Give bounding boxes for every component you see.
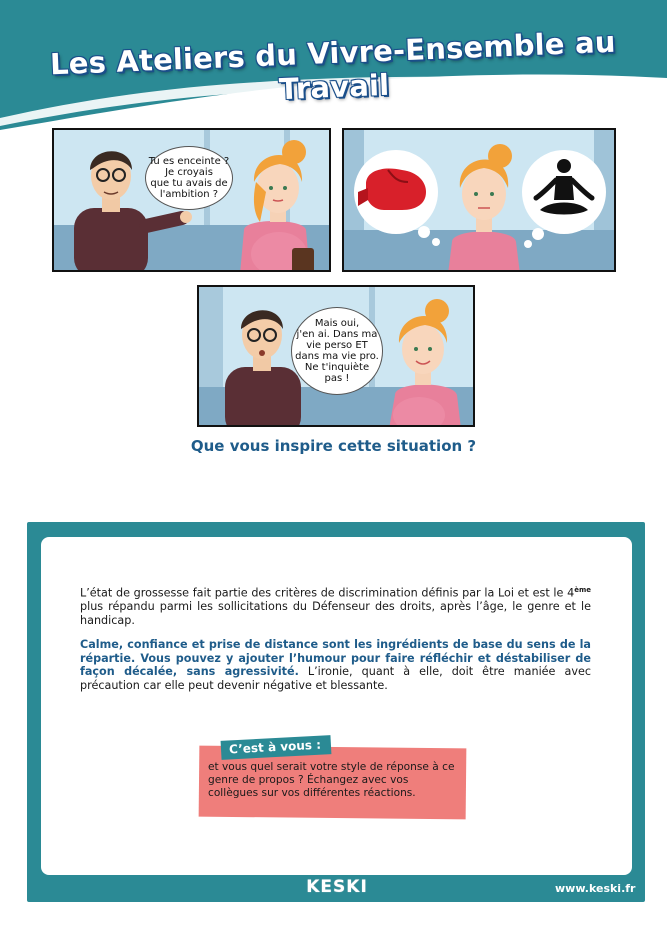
bubble-line: Ne t'inquiète: [304, 362, 370, 373]
para2-highlight: Calme, confiance et prise de distance sont les ingrédients de base du sens de la répartie. Vous pouvez y ajouter l’humour pour faire réfléchir et déstabiliser de façon décalée, sans agressivité.: [80, 638, 591, 678]
bubble-line: j'en ai. Dans ma: [296, 329, 378, 340]
cta-text: et vous quel serait votre style de réponse à ce genre de propos ? Échangez avec vos collègues sur vos différentes réactions.: [208, 761, 455, 799]
bubble-line: que tu avais de: [150, 178, 228, 189]
info-paragraph-1: [80, 584, 591, 627]
para2-rest: L’ironie, quant à elle, doit être maniée avec précaution car elle peut devenir négative et blessante.: [80, 665, 591, 692]
bubble-line: Je croyais: [165, 167, 213, 178]
comic-panel-2: [342, 128, 616, 272]
website-link[interactable]: www.keski.fr: [555, 882, 636, 895]
comic-panel-1: [52, 128, 331, 272]
info-paragraph-2: [80, 638, 591, 692]
para1-start: L’état de grossesse fait partie des critères de discrimination définis par la Loi et est le 4: [80, 586, 575, 600]
bubble-line: dans ma vie pro.: [295, 351, 379, 362]
bubble-line: Tu es enceinte ?: [148, 156, 230, 167]
bubble-line: Mais oui,: [314, 318, 360, 329]
bubble-line: pas !: [324, 373, 350, 384]
situation-question: Que vous inspire cette situation ?: [190, 437, 477, 455]
keski-logo: KESKI: [306, 877, 368, 897]
speech-bubble: [291, 307, 383, 395]
ordinal-suffix: ème: [574, 586, 591, 594]
page-title: Les Ateliers du Vivre-Ensemble au Travail: [49, 24, 617, 107]
header-band: [0, 0, 667, 130]
bubble-line: l'ambition ?: [159, 189, 219, 200]
para1-end: plus répandu parmi les sollicitations du Défenseur des droits, après l’âge, le genre et le handicap.: [80, 600, 591, 627]
speech-bubble: [145, 146, 233, 210]
bubble-line: vie perso ET: [306, 340, 368, 351]
cta-label: C’est à vous :: [221, 735, 332, 760]
comic-panel-3: [197, 285, 475, 427]
